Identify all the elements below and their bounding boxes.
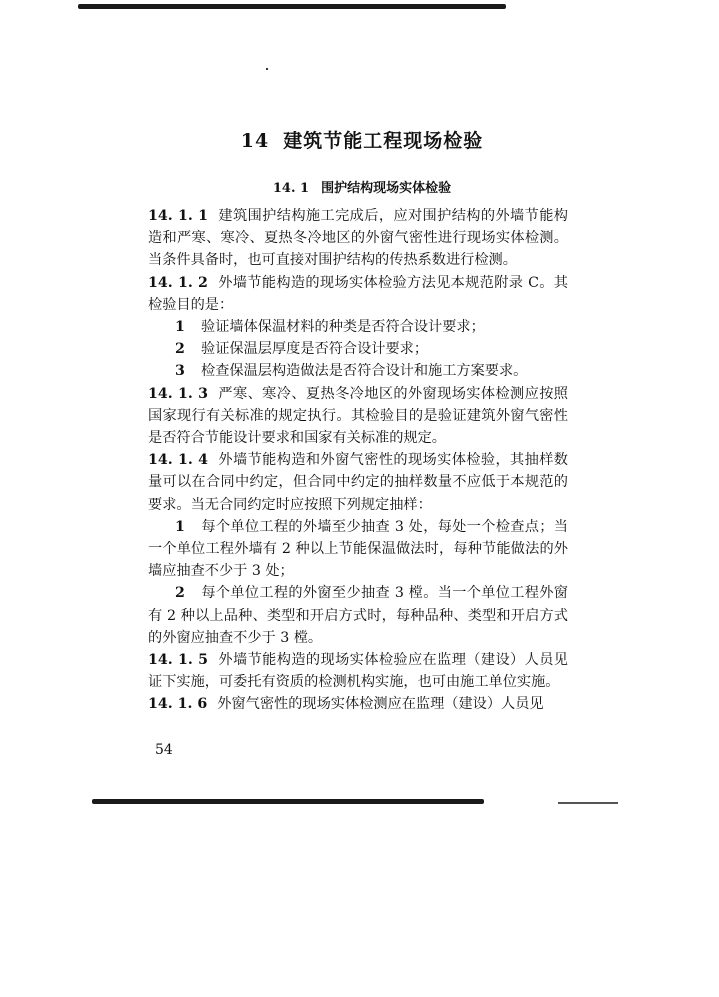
item-text: 每个单位工程的外窗至少抽查 3 樘。当一个单位工程外窗有 2 种以上品种、类型和开启方式时，每种品种、类型和开启方式的外窗应抽查不少于 3 樘。 — [148, 585, 568, 646]
clause-number: 14. 1. 6 — [148, 696, 208, 713]
clause-number: 14. 1. 2 — [148, 274, 208, 291]
bottom-border-rule — [92, 799, 484, 804]
chapter-title: 建筑节能工程现场检验 — [283, 130, 484, 152]
page-number: 54 — [155, 742, 173, 758]
clause-14-1-5 — [148, 649, 568, 693]
clause-14-1-6 — [148, 693, 568, 715]
clause-number: 14. 1. 3 — [148, 385, 209, 402]
list-item — [148, 582, 568, 649]
list-item — [148, 316, 568, 338]
clause-text: 建筑围护结构施工完成后，应对围护结构的外墙节能构造和严寒、寒冷、夏热冬冷地区的外窗气密性进行现场实体检测。当条件具备时，也可直接对围护结构的传热系数进行检测。 — [148, 208, 568, 269]
section-number: 14. 1 — [272, 181, 310, 196]
clause-text: 外墙节能构造和外窗气密性的现场实体检验，其抽样数量可以在合同中约定，但合同中约定的抽样数量不应低于本规范的要求。当无合同约定时应按照下列规定抽样： — [148, 452, 568, 513]
item-number: 1 — [175, 518, 185, 535]
clause-number: 14. 1. 4 — [148, 452, 209, 469]
clause-number: 14. 1. 5 — [148, 652, 209, 669]
item-number: 1 — [175, 319, 185, 336]
item-number: 2 — [175, 585, 185, 602]
chapter-heading — [148, 126, 576, 153]
scan-speck — [266, 68, 268, 70]
clause-number: 14. 1. 1 — [148, 208, 209, 224]
list-item — [148, 516, 568, 583]
item-text: 验证墙体保温材料的种类是否符合设计要求； — [201, 319, 485, 336]
list-item — [148, 338, 568, 360]
clause-text: 外窗气密性的现场实体检测应在监理（建设）人员见 — [217, 696, 544, 713]
clause-text: 严寒、寒冷、夏热冬冷地区的外窗现场实体检测应按照国家现行有关标准的规定执行。其检验目的是验证建筑外窗气密性是否符合节能设计要求和国家有关标准的规定。 — [148, 385, 568, 447]
chapter-number: 14 — [240, 130, 270, 152]
top-border-rule — [78, 4, 506, 9]
clause-14-1-1 — [148, 205, 568, 272]
bottom-border-rule-fragment — [558, 802, 618, 804]
document-body — [148, 205, 568, 716]
section-heading — [148, 177, 576, 196]
clause-text: 外墙节能构造的现场实体检验方法见本规范附录 C。其检验目的是： — [148, 274, 568, 313]
clause-14-1-3 — [148, 383, 568, 450]
item-text: 检查保温层构造做法是否符合设计和施工方案要求。 — [201, 363, 528, 380]
section-title: 围护结构现场实体检验 — [321, 181, 452, 196]
clause-text: 外墙节能构造的现场实体检验应在监理（建设）人员见证下实施，可委托有资质的检测机构实施，也可由施工单位实施。 — [148, 652, 568, 691]
item-text: 每个单位工程的外墙至少抽查 3 处，每处一个检查点；当一个单位工程外墙有 2 种以上节能保温做法时，每种节能做法的外墙应抽查不少于 3 处； — [148, 518, 568, 580]
item-text: 验证保温层厚度是否符合设计要求； — [201, 341, 429, 358]
item-number: 3 — [175, 363, 185, 380]
list-item — [148, 360, 568, 382]
clause-14-1-2 — [148, 272, 568, 316]
item-number: 2 — [175, 341, 185, 358]
clause-14-1-4 — [148, 449, 568, 516]
